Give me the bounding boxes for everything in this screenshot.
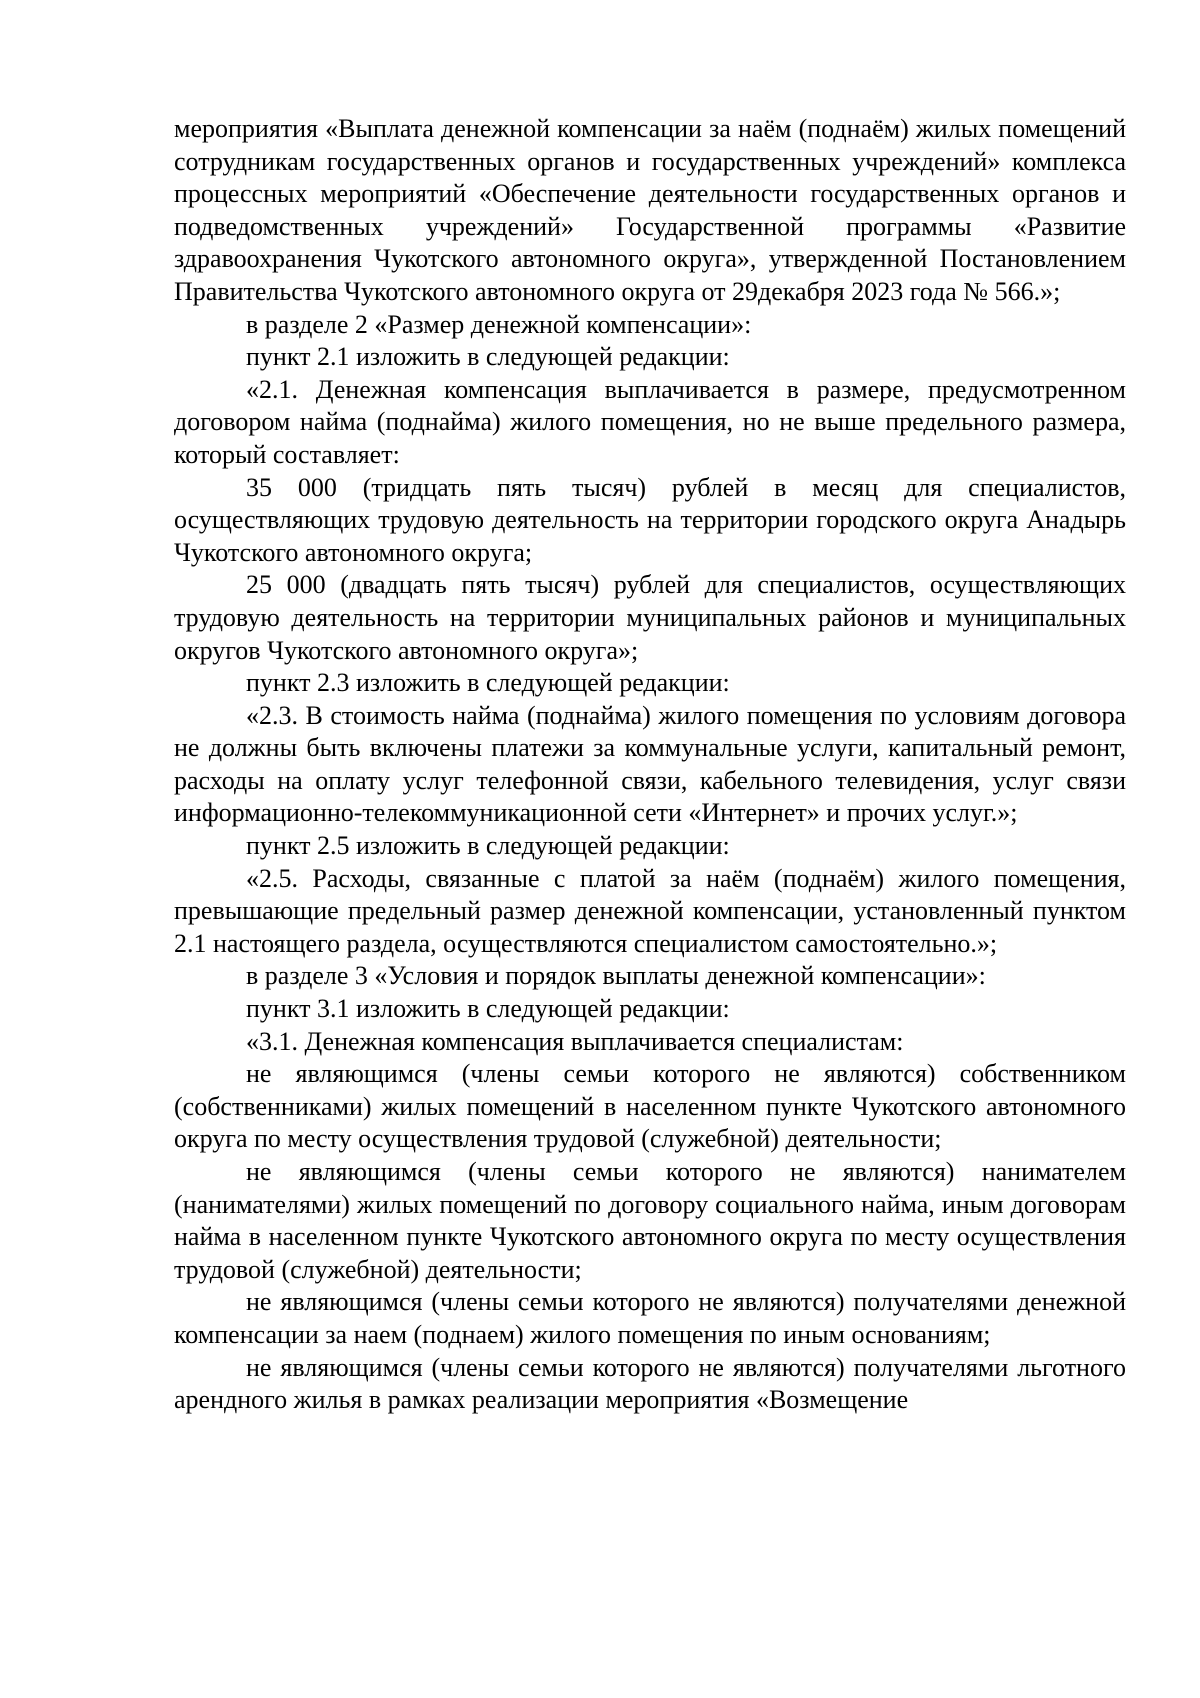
paragraph-limit-districts: 25 000 (двадцать пять тысяч) рублей для специалистов, осуществляющих трудовую деятельность на территории муниципальных районов и муниципальных округов Чукотского автономного округа»;: [174, 570, 1126, 665]
paragraph-condition-tenant: не являющимся (члены семьи которого не являются) нанимателем (нанимателями) жилых помещений по договору социального найма, иным договорам найма в населенном пункте Чукотского автономного округа по месту осуществления трудовой (служебной) деятельности;: [174, 1157, 1126, 1284]
paragraph-item-3-1-intro: пункт 3.1 изложить в следующей редакции:: [246, 994, 730, 1024]
paragraph-limit-anadyr: 35 000 (тридцать пять тысяч) рублей в месяц для специалистов, осуществляющих трудовую деятельность на территории городского округа Анадырь Чукотского автономного округа;: [174, 472, 1126, 567]
paragraph-item-3-1-text: «3.1. Денежная компенсация выплачивается специалистам:: [246, 1026, 904, 1056]
paragraph-condition-compensation: не являющимся (члены семьи которого не являются) получателями денежной компенсации за наем (поднаем) жилого помещения по иным основаниям;: [174, 1287, 1126, 1349]
paragraph-condition-owner: не являющимся (члены семьи которого не являются) собственником (собственниками) жилых помещений в населенном пункте Чукотского автономного округа по месту осуществления трудовой (служебной) деятельности;: [174, 1059, 1126, 1154]
paragraph-continuation: мероприятия «Выплата денежной компенсации за наём (поднаём) жилых помещений сотрудникам государственных органов и государственных учреждений» комплекса процессных мероприятий «Обеспечение деятельности государственных органов и подведомственных учреждений» Государственной программы «Развитие здравоохранения Чукотского автономного округа», утвержденной Постановлением Правительства Чукотского автономного округа от 29декабря 2023 года № 566.»;: [174, 114, 1126, 306]
paragraph-item-2-5-text: «2.5. Расходы, связанные с платой за наём (поднаём) жилого помещения, превышающие предельный размер денежной компенсации, установленный пунктом 2.1 настоящего раздела, осуществляются специалистом самостоятельно.»;: [174, 863, 1126, 958]
paragraph-section-2-heading: в разделе 2 «Размер денежной компенсации»:: [246, 309, 752, 339]
paragraph-condition-rental-housing: не являющимся (члены семьи которого не являются) получателями льготного арендного жилья в рамках реализации мероприятия «Возмещение: [174, 1352, 1126, 1415]
paragraph-item-2-5-intro: пункт 2.5 изложить в следующей редакции:: [246, 831, 730, 861]
paragraph-item-2-1-text: «2.1. Денежная компенсация выплачивается в размере, предусмотренном договором найма (поднайма) жилого помещения, но не выше предельного размера, который составляет:: [174, 374, 1126, 469]
paragraph-item-2-3-text: «2.3. В стоимость найма (поднайма) жилого помещения по условиям договора не должны быть включены платежи за коммунальные услуги, капитальный ремонт, расходы на оплату услуг телефонной связи, кабельного телевидения, услуг связи информационно-телекоммуникационной сети «Интернет» и прочих услуг.»;: [174, 700, 1126, 828]
paragraph-item-2-1-intro: пункт 2.1 изложить в следующей редакции:: [246, 342, 730, 372]
paragraph-section-3-heading: в разделе 3 «Условия и порядок выплаты денежной компенсации»:: [246, 961, 986, 991]
paragraph-item-2-3-intro: пункт 2.3 изложить в следующей редакции:: [246, 668, 730, 698]
document-body: [174, 113, 1126, 1417]
